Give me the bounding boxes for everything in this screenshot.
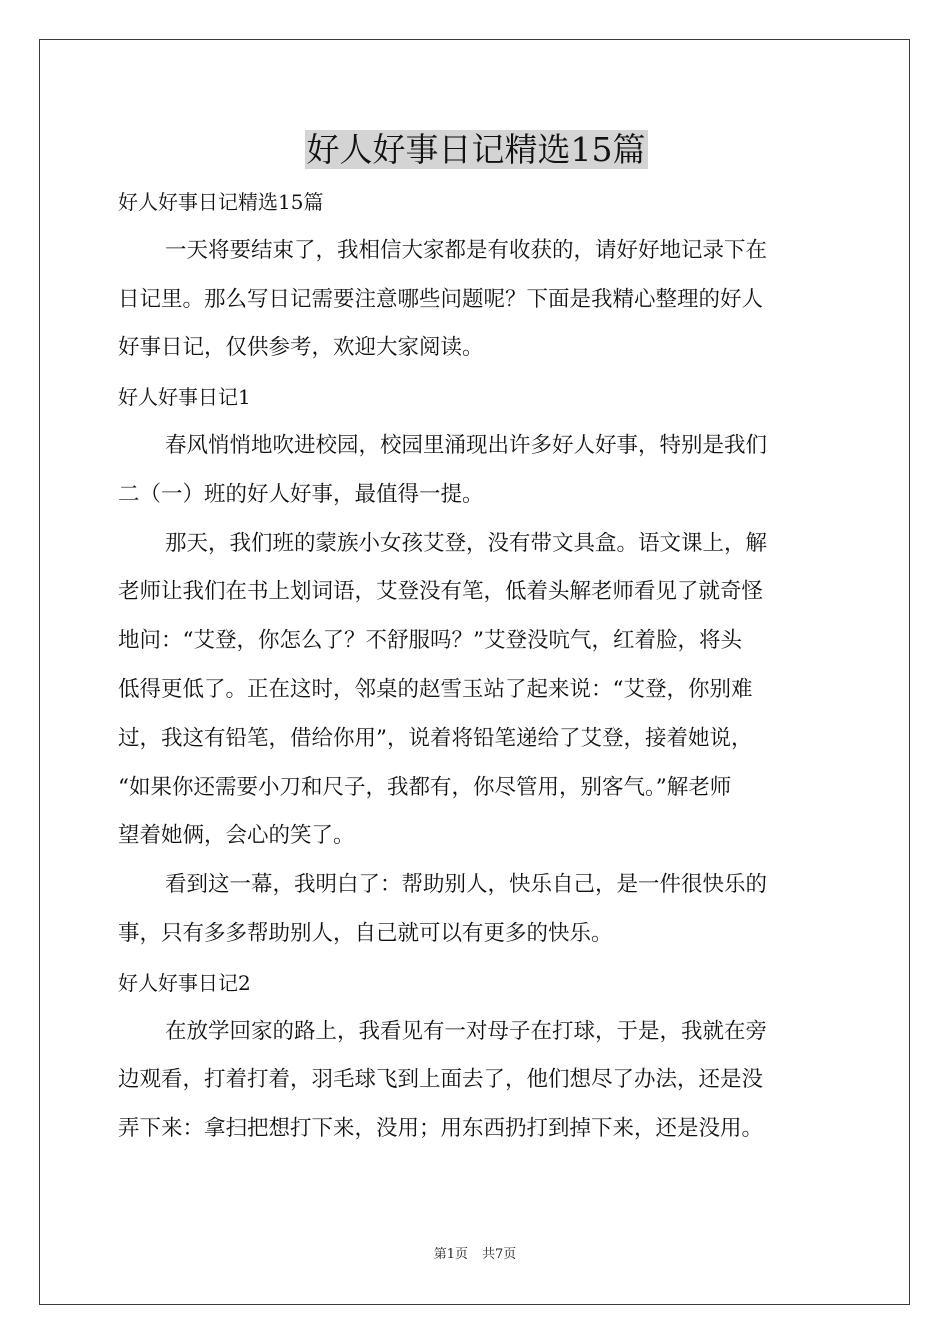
paragraph-line: 春风悄悄地吹进校园，校园里涌现出许多好人好事，特别是我们 (165, 432, 768, 458)
paragraph-line: 一天将要结束了，我相信大家都是有收获的，请好好地记录下在 (165, 237, 768, 263)
paragraph-line: 那天，我们班的蒙族小女孩艾登，没有带文具盒。语文课上，解 (165, 530, 768, 556)
page-number: 第1页 (433, 1247, 468, 1262)
paragraph-line: 老师让我们在书上划词语，艾登没有笔，低着头解老师看见了就奇怪 (118, 579, 764, 605)
paragraph-line: 过，我这有铅笔，借给你用”，说着将铅笔递给了艾登，接着她说， (118, 725, 753, 751)
page-footer (0, 1245, 950, 1265)
paragraph-line: 看到这一幕，我明白了：帮助别人，快乐自己，是一件很快乐的 (165, 872, 768, 898)
paragraph-line: 边观看，打着打着，羽毛球飞到上面去了，他们想尽了办法，还是没 (118, 1067, 764, 1093)
paragraph-line: 望着她俩，会心的笑了。 (118, 823, 355, 849)
intro-paragraph (118, 227, 834, 373)
paragraph-line: 好事日记，仅供参考，欢迎大家阅读。 (118, 335, 484, 361)
paragraph-line: 弄下来：拿扫把想打下来，没用；用东西扔打到掉下来，还是没用。 (118, 1116, 764, 1142)
paragraph-line: 日记里。那么写日记需要注意哪些问题呢？下面是我精心整理的好人 (118, 286, 764, 312)
section2-paragraph-1 (118, 1008, 834, 1154)
paragraph-line: 低得更低了。正在这时，邻桌的赵雪玉站了起来说：“艾登，你别难 (118, 676, 753, 702)
paragraph-line: “如果你还需要小刀和尺子，我都有，你尽管用，别客气。”解老师 (118, 774, 732, 800)
paragraph-line: 地问：“艾登，你怎么了？不舒服吗？”艾登没吭气，红着脸，将头 (118, 628, 742, 654)
paragraph-line: 二（一）班的好人好事，最值得一提。 (118, 481, 484, 507)
section-heading-2: 好人好事日记2 (118, 970, 251, 995)
section1-paragraph-3 (118, 861, 834, 959)
title-text: 好人好事日记精选15篇 (306, 130, 646, 169)
paragraph-line: 事，只有多多帮助别人，自己就可以有更多的快乐。 (118, 920, 613, 946)
document-body (118, 122, 834, 1154)
section-heading-1: 好人好事日记1 (118, 385, 251, 410)
document-title (118, 122, 834, 178)
section1-paragraph-2 (118, 520, 834, 862)
document-subtitle: 好人好事日记精选15篇 (118, 190, 324, 214)
paragraph-line: 在放学回家的路上，我看见有一对母子在打球，于是，我就在旁 (165, 1018, 768, 1044)
page-total: 共7页 (482, 1247, 517, 1262)
section1-paragraph-1 (118, 422, 834, 520)
